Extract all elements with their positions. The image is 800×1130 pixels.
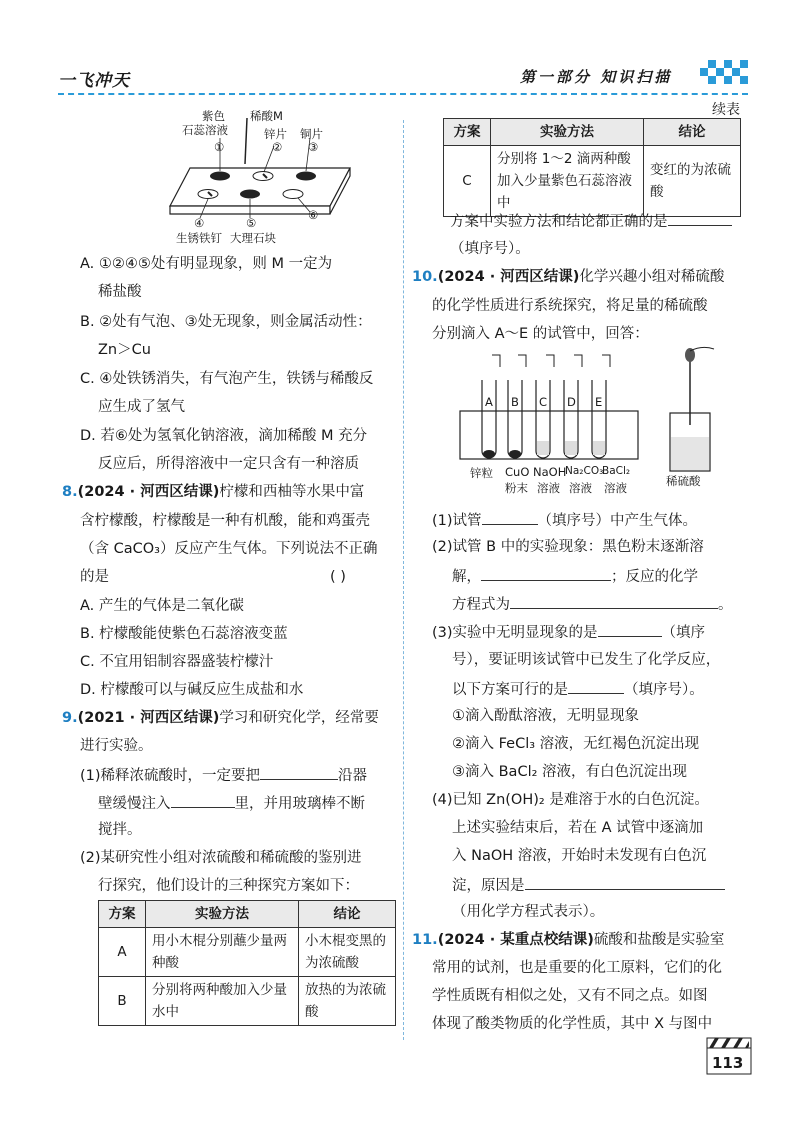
q9-part1-text-d: 里，并用玻璃棒不断 <box>234 796 365 812</box>
q10-part3-text-d: （填序号）。 <box>624 682 704 698</box>
reagent-label: 锌粒 <box>470 466 493 480</box>
q9-conclusion-tail: （填序号）。 <box>450 241 530 257</box>
reagent-label: Na₂CO₃ <box>565 465 604 477</box>
q9-blank-3[interactable] <box>668 211 732 226</box>
q8-answer-bracket: ( ) <box>330 569 346 585</box>
q7-option-d: D. 若⑥处为氢氧化钠溶液，滴加稀酸 M 充分 <box>80 428 368 444</box>
tube-label-c: C <box>539 395 548 409</box>
table-row <box>444 146 741 217</box>
q9-part1-end: 搅拌。 <box>98 822 142 838</box>
q10-part2-text-b: ；反应的化学 <box>611 569 698 585</box>
q7-option-b: B. ②处有气泡、③处无现象，则金属活动性： <box>80 314 372 330</box>
tube-label-d: D <box>567 395 576 409</box>
section-title: 第一部分 知识扫描 <box>520 68 673 86</box>
q10-blank-5[interactable] <box>568 679 624 694</box>
q8-number: 8. <box>62 484 78 500</box>
label-n2: ② <box>272 140 283 154</box>
q9-table-header: 结论 <box>644 119 741 146</box>
q10-part2-eq <box>452 594 733 614</box>
q9-number: 9. <box>62 710 78 726</box>
q10-choice-2: ②滴入 FeCl₃ 溶液，无红褐色沉淀出现 <box>452 736 700 752</box>
bottle-label: 稀硫酸 <box>666 474 701 488</box>
table-cell: C <box>444 146 491 217</box>
label-copper: 铜片 <box>300 127 323 141</box>
q9-part1-text-c: 壁缓慢注入 <box>98 796 171 812</box>
q10-part4-cont-3 <box>452 875 725 895</box>
q10-part3-text-b: （填序 <box>661 625 706 641</box>
q8-option-a: A. 产生的气体是二氧化碳 <box>80 598 244 614</box>
q10-part1-text: (1)试管 <box>432 513 482 529</box>
reagent-label: CuO <box>505 465 530 479</box>
q7-option-a: A. ①②④⑤处有明显现象，则 M 一定为 <box>80 256 333 272</box>
brand-logo: 一飞冲天 <box>58 71 130 91</box>
q9-table-header: 实验方法 <box>491 119 644 146</box>
reagent-label: NaOH <box>533 465 567 479</box>
q8-source: (2024 · 河西区结课) <box>77 484 220 500</box>
q10-blank-2[interactable] <box>481 566 611 581</box>
q10-blank-6[interactable] <box>525 875 725 890</box>
q10-part2-text-d: 。 <box>718 597 733 613</box>
q7-option-c-cont: 应生成了氢气 <box>98 399 185 415</box>
q9-part1 <box>80 765 367 785</box>
q11-text-1: 硫酸和盐酸是实验室 <box>593 932 725 948</box>
continued-label: 续表 <box>712 102 740 118</box>
q10-blank-4[interactable] <box>598 622 662 637</box>
q8-text-1: 柠檬和西柚等水果中富 <box>219 484 365 500</box>
header-divider <box>58 93 748 95</box>
q10-blank-1[interactable] <box>482 510 538 525</box>
q10-part4-cont-2: 入 NaOH 溶液，开始时未发现有白色沉 <box>452 848 707 864</box>
q8-option-c: C. 不宜用铝制容器盛装柠檬汁 <box>80 654 274 670</box>
q10-part4: (4)已知 Zn(OH)₂ 是难溶于水的白色沉淀。 <box>432 792 709 808</box>
label-nail: 生锈铁钉 <box>176 231 222 245</box>
q11-number: 11. <box>412 932 438 948</box>
table-cell: 小木棍变黑的为浓硫酸 <box>299 928 396 977</box>
q9-conclusion-text: 方案中实验方法和结论都正确的是 <box>450 214 668 230</box>
q9-stem-line-1 <box>62 709 379 727</box>
q9-table-header: 方案 <box>444 119 491 146</box>
table-cell: 分别将 1～2 滴两种酸加入少量紫色石蕊溶液中 <box>491 146 644 217</box>
reagent-label: 溶液 <box>569 481 592 495</box>
q10-part4-cont: 上述实验结束后，若在 A 试管中逐滴加 <box>452 820 704 836</box>
checker-decoration <box>700 60 748 90</box>
table-cell: 分别将两种酸加入少量水中 <box>146 977 299 1026</box>
q11-stem-line-1 <box>412 931 724 949</box>
q7-option-a-cont: 稀盐酸 <box>98 284 142 300</box>
q10-stem-line-1 <box>412 268 724 286</box>
label-zinc: 锌片 <box>264 127 287 141</box>
label-acid-m: 稀酸M <box>250 109 283 123</box>
q10-part3-text-c: 以下方案可行的是 <box>452 682 568 698</box>
q9-blank-2[interactable] <box>171 793 235 808</box>
q9-part2-cont: 行探究，他们设计的三种探究方案如下： <box>98 878 359 894</box>
q9-source: (2021 · 河西区结课) <box>77 710 220 726</box>
reagent-label: BaCl₂ <box>602 465 631 477</box>
q10-part3 <box>432 622 705 642</box>
q9-table-header: 方案 <box>99 901 146 928</box>
q7-option-c: C. ④处铁锈消失，有气泡产生，铁锈与稀酸反 <box>80 371 374 387</box>
page-number: 113 <box>712 1054 744 1072</box>
q9-part1-text-b: 沿器 <box>338 768 368 784</box>
q8-stem-line-1 <box>62 483 364 501</box>
q8-option-b: B. 柠檬酸能使紫色石蕊溶液变蓝 <box>80 626 288 642</box>
q10-part3-text: (3)实验中无明显现象的是 <box>432 625 598 641</box>
q9-table-header: 结论 <box>299 901 396 928</box>
q7-option-d-cont: 反应后，所得溶液中一定只含有一种溶质 <box>98 456 359 472</box>
q9-blank-1[interactable] <box>260 765 338 780</box>
q7-option-b-cont: Zn＞Cu <box>98 342 151 358</box>
q10-text-2: 的化学性质进行系统探究，将足量的稀硫酸 <box>432 298 708 314</box>
label-marble: 大理石块 <box>230 231 276 245</box>
q9-table-header: 实验方法 <box>146 901 299 928</box>
reagent-label: 溶液 <box>604 481 627 495</box>
q11-text-2: 常用的试剂，也是重要的化工原料，它们的化 <box>432 960 722 976</box>
label-n5: ⑤ <box>246 216 257 230</box>
q10-part1-text-b: （填序号）中产生气体。 <box>537 513 698 529</box>
q10-part2-text-c: 方程式为 <box>452 597 510 613</box>
q9-table <box>98 900 396 1026</box>
q10-part4-text: 淀，原因是 <box>452 878 525 894</box>
label-purple: 紫色 <box>202 109 225 123</box>
spot-plate-figure <box>150 108 380 250</box>
q11-text-3: 学性质既有相似之处，又有不同之点。如图 <box>432 988 708 1004</box>
q9-text-1: 学习和研究化学，经常要 <box>219 710 379 726</box>
table-cell: 放热的为浓硫酸 <box>299 977 396 1026</box>
q10-part2: (2)试管 B 中的实验现象：黑色粉末逐渐溶 <box>432 539 704 555</box>
table-row <box>99 977 396 1026</box>
q8-text-3: （含 CaCO₃）反应产生气体。下列说法不正确 <box>80 541 378 557</box>
q9-part1-text: (1)稀释浓硫酸时，一定要把 <box>80 768 261 784</box>
test-tube-figure <box>452 345 742 500</box>
table-cell: 用小木棍分别蘸少量两种酸 <box>146 928 299 977</box>
table-row <box>99 928 396 977</box>
q9-table-continued <box>443 118 741 217</box>
table-cell: 变红的为浓硫酸 <box>644 146 741 217</box>
q11-text-4: 体现了酸类物质的化学性质，其中 X 与图中 <box>432 1016 713 1032</box>
tube-label-e: E <box>595 395 603 409</box>
q10-part4-tail: （用化学方程式表示）。 <box>452 904 605 920</box>
label-n1: ① <box>214 140 225 154</box>
label-n4: ④ <box>194 216 205 230</box>
table-cell: A <box>99 928 146 977</box>
q10-part2-text: 解， <box>452 569 481 585</box>
q11-source: (2024 · 某重点校结课) <box>437 932 594 948</box>
q10-part1 <box>432 510 697 530</box>
q10-text-1: 化学兴趣小组对稀硫酸 <box>579 269 725 285</box>
q8-text-2: 含柠檬酸，柠檬酸是一种有机酸，能和鸡蛋壳 <box>80 513 370 529</box>
label-litmus: 石蕊溶液 <box>182 123 228 137</box>
q10-text-3: 分别滴入 A～E 的试管中，回答： <box>432 326 649 342</box>
q10-source: (2024 · 河西区结课) <box>437 269 580 285</box>
q8-text-4: 的是 <box>80 569 109 585</box>
q10-choice-1: ①滴入酚酞溶液，无明显现象 <box>452 708 639 724</box>
reagent-label: 粉末 <box>505 481 528 495</box>
q9-text-2: 进行实验。 <box>80 738 153 754</box>
q10-part2-cont <box>452 566 698 586</box>
q10-part3-cont: 号），要证明该试管中已发生了化学反应， <box>452 652 721 668</box>
q10-blank-3[interactable] <box>510 594 718 609</box>
q10-number: 10. <box>412 269 438 285</box>
q9-conclusion <box>450 211 732 231</box>
column-divider <box>403 120 404 1040</box>
q10-choice-3: ③滴入 BaCl₂ 溶液，有白色沉淀出现 <box>452 764 688 780</box>
reagent-label: 溶液 <box>537 481 560 495</box>
label-n6: ⑥ <box>308 208 319 222</box>
q9-part1-cont <box>98 793 365 813</box>
tube-label-a: A <box>485 395 493 409</box>
q10-part3-cont-2 <box>452 679 704 699</box>
label-n3: ③ <box>308 140 319 154</box>
q9-part2: (2)某研究性小组对浓硫酸和稀硫酸的鉴别进 <box>80 850 362 866</box>
tube-label-b: B <box>511 395 519 409</box>
q8-option-d: D. 柠檬酸可以与碱反应生成盐和水 <box>80 682 304 698</box>
table-cell: B <box>99 977 146 1026</box>
